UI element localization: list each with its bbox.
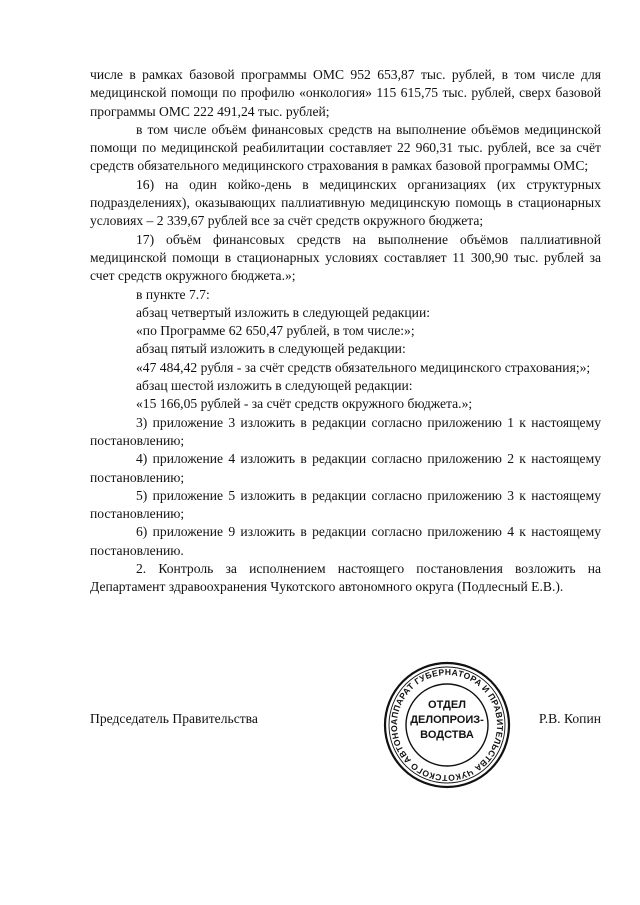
stamp-line-3: ВОДСТВА <box>420 729 474 741</box>
paragraph-12: 3) приложение 3 изложить в редакции согласно приложению 1 к настоящему постановлению; <box>90 414 601 448</box>
paragraph-13: 4) приложение 4 изложить в редакции согласно приложению 2 к настоящему постановлению; <box>90 451 601 485</box>
paragraph-9: «47 484,42 рубля - за счёт средств обязательного медицинского страхования;»; <box>136 359 591 375</box>
paragraph-15: 6) приложение 9 изложить в редакции согласно приложению 4 к настоящему постановлению. <box>90 524 601 558</box>
stamp-center-text <box>382 698 512 743</box>
signatory-role: Председатель Правительства <box>90 711 258 726</box>
paragraph-4: 17) объём финансовых средств на выполнение объёмов паллиативной медицинской помощи в стационарных условиях составляет 11 300,90 тыс. рублей за счет средств окружного бюджета.»; <box>90 231 601 284</box>
official-stamp <box>382 660 512 790</box>
paragraph-2: в том числе объём финансовых средств на выполнение объёмов медицинской помощи по медицинской реабилитации составляет 22 960,31 тыс. рублей, все за счёт средств обязательного медицинского страхования в рамках базовой программы ОМС; <box>90 121 601 174</box>
paragraph-1: числе в рамках базовой программы ОМС 952 653,87 тыс. рублей, в том числе для медицинской помощи по профилю «онкология» 115 615,75 тыс. рублей, сверх базовой программы ОМС 222 491,24 тыс. рублей; <box>90 67 601 119</box>
paragraph-3: 16) на один койко-день в медицинских организациях (их структурных подразделениях), оказывающих паллиативную медицинскую помощь в стационарных условиях – 2 339,67 рублей все за счёт средств окружного бюджета; <box>90 176 601 229</box>
paragraph-11: «15 166,05 рублей - за счёт средств окружного бюджета.»; <box>136 396 473 412</box>
stamp-line-2: ДЕЛОПРОИЗ- <box>410 714 484 726</box>
paragraph-8: абзац пятый изложить в следующей редакции: <box>136 341 406 357</box>
paragraph-16: 2. Контроль за исполнением настоящего постановления возложить на Департамент здравоохранения Чукотского автономного округа (Подлесный Е.В.). <box>90 561 601 595</box>
document-body <box>90 66 601 597</box>
paragraph-14: 5) приложение 5 изложить в редакции согласно приложению 3 к настоящему постановлению; <box>90 487 601 522</box>
paragraph-7: «по Программе 62 650,47 рублей, в том числе:»; <box>136 323 415 339</box>
paragraph-6: абзац четвертый изложить в следующей редакции: <box>136 304 431 320</box>
paragraph-10: абзац шестой изложить в следующей редакции: <box>136 378 413 394</box>
paragraph-5: в пункте 7.7: <box>136 286 210 302</box>
stamp-line-1: ОТДЕЛ <box>428 699 466 711</box>
signatory-name: Р.В. Копин <box>538 711 601 726</box>
stamp-ring-text: АППАРАТ ГУБЕРНАТОРА И ПРАВИТЕЛЬСТВА ЧУКОТСКОГО АВТОНО <box>388 666 506 784</box>
